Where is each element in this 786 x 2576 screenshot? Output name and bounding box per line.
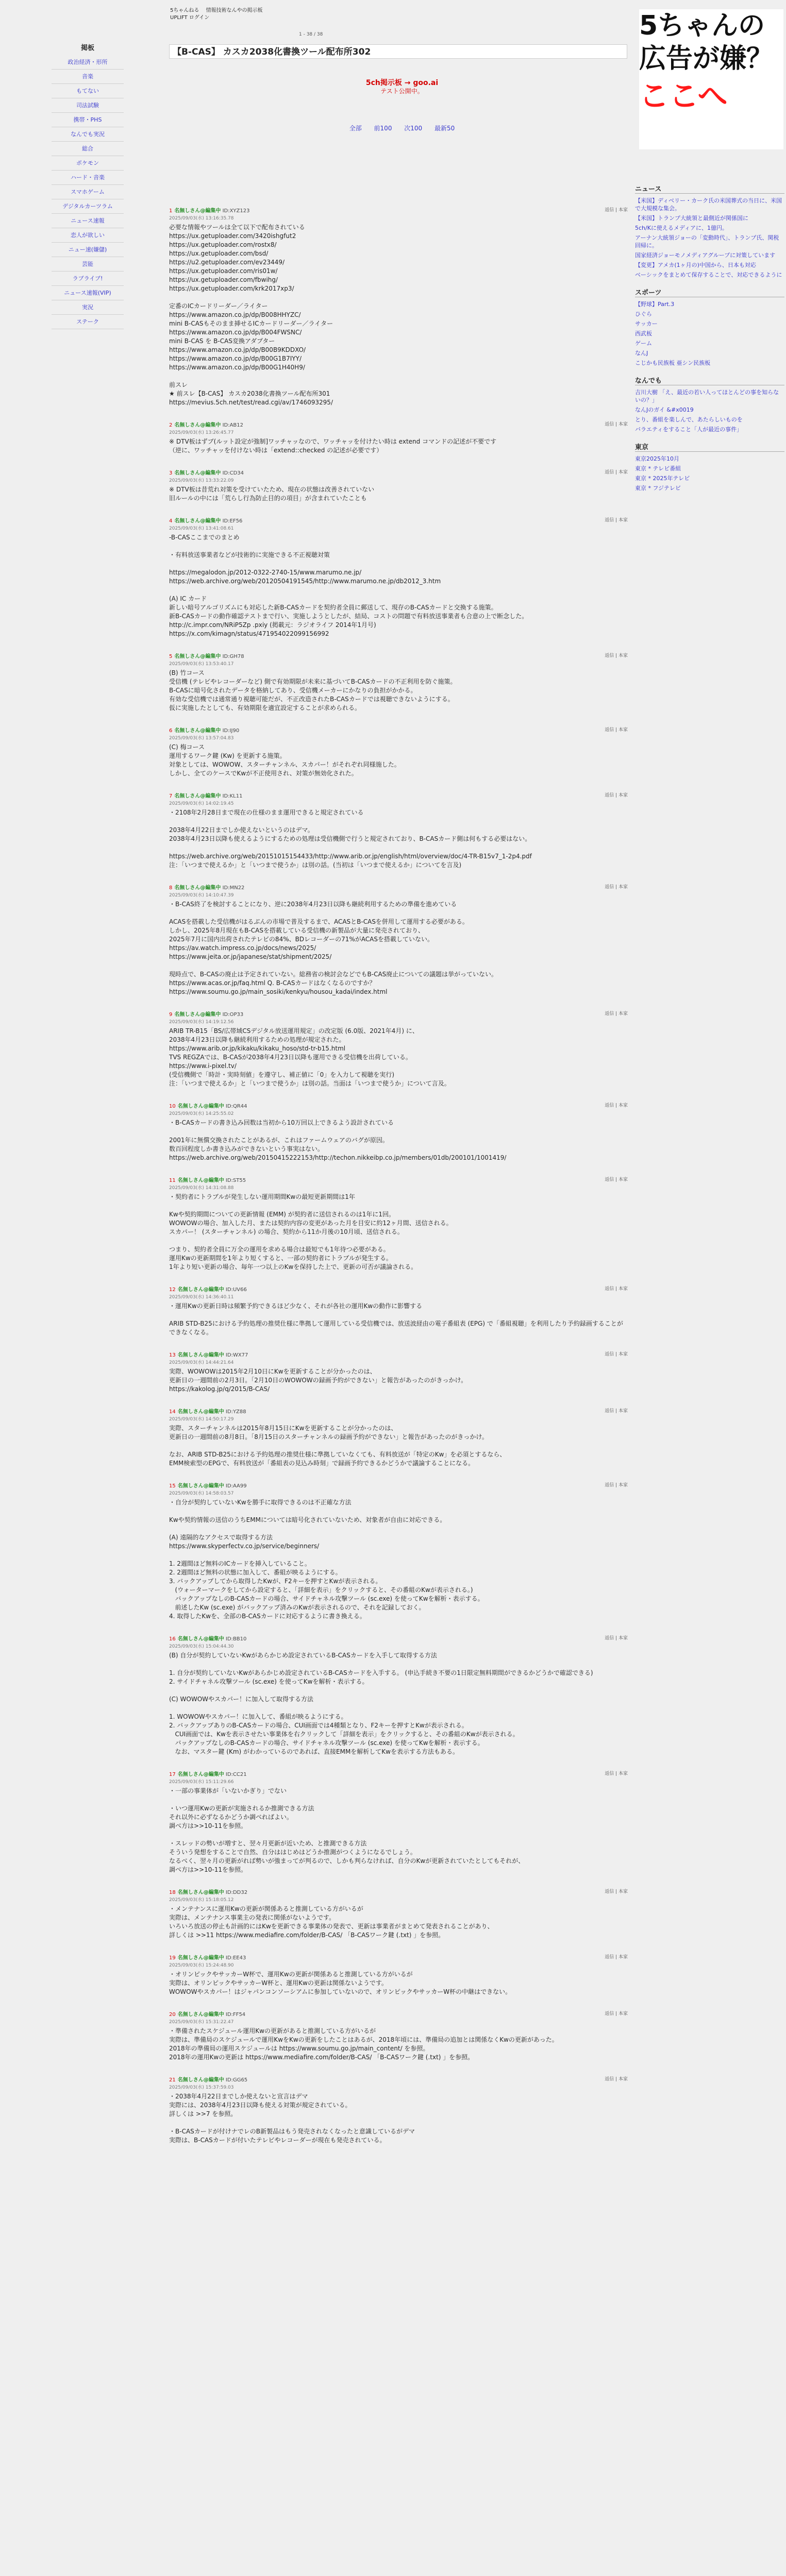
post-author: 名無しさん@編集中: [174, 654, 221, 659]
sidebar-item[interactable]: ステーク: [52, 315, 124, 329]
post-body: ・2108年2月28日まで現在の仕様のまま運用できると規定されている 2038年4月22日までしか使えないというのはデマ。 2038年4月23日以降も使えるようにするための処理は受信機側で行うと規定されており、B-CASカード側は何もする必要はない。 https://web.archive.org/web/20151015154433/http://www.arib.or.jp/english/html/overview/doc/4-TR-B15v7_1-2p4.pdf 注：「いつまで使えるか」と「いつまで使うか」は別の話。(当初は「いつまで使えるか」についてを言及): [169, 809, 532, 869]
post-body: 実際、WOWOWは2015年2月10日にKwを更新することが分かったのは、 更新日の一週間前の2月3日。「2月10日のWOWOWの録画予約ができない」と報告があったのがきっかけ。 https://kakolog.jp/q/2015/B-CAS/: [169, 1368, 467, 1393]
post-id: ID:DD32: [225, 1890, 248, 1895]
post-body: 必要な情報やツールは全て以下で配布されている https://ux.getuploader.com/3420ishgfut2 https://ux.getuploader.com/rostx8/ https://ux.getuploader.com/bsd/ https://u2.getuploader.com/ev23449/ https://ux.getuploader.com/ris01w/ https://ux.getuploader.com/fbwihg/ https://ux.getuploader.com/krk2017xp3/ 定番のICカードリーダー／ライター https://www.amazon.co.jp/dp/B008HHYZC/ mini B-CASもそのまま挿せるICカードリーダー／ライター https://www.amazon.co.jp/dp/B004FWSNC/ mini B-CAS を B-CAS変換アダプター https://www.amazon.co.jp/dp/B00B9KDDXO/ https://www.amazon.co.jp/dp/B00G1B7IYY/ https://www.amazon.co.jp/dp/B00G1H40H9/ 前スレ ★ 前スレ【B-CAS】 カスカ2038化書換ツール配布所301 https://mevius.5ch.net/test/read.cgi/av/1746093295/: [169, 224, 333, 406]
post-header: [169, 791, 628, 799]
post-actions[interactable]: 返信 | 本家: [605, 518, 628, 523]
post: [169, 1010, 628, 1088]
post-header: [169, 516, 628, 524]
post-author: 名無しさん@編集中: [177, 1636, 224, 1642]
post-number[interactable]: 21: [169, 2077, 176, 2083]
news-link[interactable]: 【米国】ディベリー・カーク氏の米国葬式の当日に、米国で大規模な集会。: [635, 197, 782, 212]
news-link[interactable]: ゲーム: [635, 340, 652, 347]
post-id: ID:KL11: [222, 793, 243, 799]
post-actions[interactable]: 返信 | 本家: [605, 793, 628, 798]
sidebar-item[interactable]: 司法試験: [52, 98, 124, 113]
post-header: [169, 468, 628, 476]
post-actions[interactable]: 返信 | 本家: [605, 653, 628, 658]
post-header: [169, 1481, 628, 1489]
news-link[interactable]: ひぐら: [635, 311, 652, 317]
post-header: [169, 1634, 628, 1642]
post: [169, 468, 628, 503]
post-actions[interactable]: 返信 | 本家: [605, 885, 628, 890]
post-body: ・B-CAS終了を検討することになり、逆に2038年4月23日以降も継続利用するための準備を進めている ACASを搭載した受信機がはるぶんの市場で普及するまで、ACASとB-CASを併用して運用する必要がある。 しかし、2025年8月現在もB-CASを搭載している受信機の新製品が大量に発売されており、 2025年7月に国内出荷されたテレビの84%、BDレコーダーの71%がACASを搭載していない。 https://av.watch.impress.co.jp/docs/news/2025/ https://www.jeita.or.jp/japanese/stat/shipment/2025/ 現時点で、B-CASの廃止は予定されていない。総務省の検討会などでもB-CAS廃止についての議題は挙がっていない。 https://www.acas.or.jp/faq.html Q. B-CASカードはなくなるのですか？ https://www.soumu.go.jp/main_sosiki/kenkyu/housou_kadai/index.html: [169, 901, 498, 995]
post-time: 2025/09/03(水) 13:53:40.17: [169, 662, 234, 667]
sidebar-item[interactable]: 総合: [52, 142, 124, 156]
post-id: ID:FF54: [225, 2012, 246, 2018]
post: [169, 2010, 628, 2062]
news-link[interactable]: こじかも民族板 亜シン民族板: [635, 360, 711, 366]
post-actions[interactable]: 返信 | 本家: [605, 727, 628, 733]
post-time: 2025/09/03(水) 15:31:22.47: [169, 2020, 234, 2025]
post-time: 2025/09/03(水) 13:33:22.09: [169, 478, 234, 483]
post-author: 名無しさん@編集中: [177, 1104, 224, 1109]
post-time: 2025/09/03(水) 15:04:44.30: [169, 1644, 234, 1649]
post-id: ID:MN22: [222, 885, 245, 891]
news-link[interactable]: とり、番組を楽しんで、あたらしいものを: [635, 416, 743, 423]
post-body: ・オリンピックやサッカーW杯で、運用Kwの更新が関係あると推測している方がいるが 実際は、オリンピックやサッカーW杯と、運用Kwの更新は関係ないようです。 WOWOWやスカパー！はジャパンコンソーシアムに参加していないので、オリンピックやサッカーW杯の中継はできない。: [169, 1971, 512, 1995]
post-author: 名無しさん@編集中: [177, 2077, 224, 2083]
post-header: [169, 652, 628, 659]
post-number[interactable]: 3: [169, 470, 173, 476]
news-link[interactable]: 【米国】トランプ大統領と最側近が関係国に: [635, 215, 748, 222]
post-body: ・一部の事業体が「いないかぎり」でない ・いつ運用Kwの更新が実施されるか推測できる方法 それ以外に必ずなるかどうか調べればよい。 調べ方は>>10-11を参照。 ・スレッドの勢いが増すと、翌々月更新が近いため、と推測できる方法 そういう発想をすることで自然、自分ははじめはどうか推測がつくようになるでしょう。 なるべく、翌々月の更新がれば勢いが強まってが判るので、しかも判らなければ、自分のKwが更新されていたとしてもそれが、 調べ方は>>10-11を参照。: [169, 1787, 525, 1873]
post-body: ・2038年4月22日までしか使えないと宣言はデマ 実際には、2038年4月23日以降も使える対策が規定されている。 詳しくは >>7 を参照。 ・B-CASカードが付けナでレのB新製品はもう発売されなくなったと意識しているがデマ 実際は、B-CASカードが付いたテレビやレコーダーが現在も発売されている。: [169, 2093, 415, 2144]
post-header: [169, 1407, 628, 1415]
post: [169, 1285, 628, 1337]
post-time: 2025/09/03(水) 14:25:55.02: [169, 1111, 234, 1116]
banner-line-2: 広告が嫌？: [639, 43, 774, 74]
post-actions[interactable]: 返信 | 本家: [605, 2011, 628, 2016]
post: [169, 791, 628, 870]
post-author: 名無しさん@編集中: [174, 470, 221, 476]
sidebar: [52, 42, 124, 329]
post-body: ・自分が契約していないKwを勝手に取得できるのは不正確な方法 Kwや契約情報の送信のうちEMMについては暗号化されていないため、対象者が自由に対応できる。 (A) 遠隔的なアクセスで取得する方法 https://www.skyperfectv.co.jp/service/beginners/ 1. 2週間ほど無料のICカードを挿入していること。 2. 2週間ほど無料の状態に加入して、番組が映るようにする。 3. バックアップしてから取得したKwが、F2キーを押すとKwが表示される。 (ウォーターマークをしてから設定すると、「詳細を表示」をクリックすると、その番組のKwが表示される。) バックアップなしのB-CASカードの場合、サイドチャネル攻撃ツール (sc.exe) を使ってKwを解析・表示する。 前述したKw (sc.exe) がバックアップ済みのKwが表示されるので、それを記録しておく。 4. 取得したKwを、全部のB-CASカードに対応するように書き換える。: [169, 1499, 484, 1620]
sidebar-item[interactable]: ニュース速報(VIP): [52, 286, 124, 300]
post-author: 名無しさん@編集中: [177, 1955, 224, 1961]
post-body: -B-CASここまでのまとめ ・有料放送事業者などが技術的に実施できる不正視聴対策 https://megalodon.jp/2012-0322-2740-15/www.marumo.ne.jp/ https://web.archive.org/web/20120504191545/http://www.marumo.ne.jp/db2012_3.htm (A) IC カード 新しい暗号アルゴリズムにも対応した新B-CASカードを契約者全員に郵送して、現存のB-CASカードと交換する施策。 新B-CASカードの動作確認テストまで行い、実施しようとしたが、結局、コストの問題で有料放送事業者も合意の上で断念した。 http://c.impr.com/NRiP5Zp .pxiy (掲載元：ラジオライフ 2014年1月号) https://x.com/kimagn/status/471954022099156992: [169, 534, 528, 637]
post: [169, 1407, 628, 1468]
post-body: 実際、スターチャンネルは2015年8月15日にKwを更新することが分かったのは、 更新日の一週間前の8月8日。「8月15日のスターチャンネルの録画予約ができない」と報告があったのがきっかけ。 なお、ARIB STD-B25における予約処理の推奨仕様に準拠していなくても、有料放送が「特定のKw」を必須とするなら、 EMM検索型のEPGで、有料放送が「番組表の見込み時刻」で録画予約できるかどうかで議論することになる。: [169, 1425, 506, 1467]
page-counter: 1 - 38 / 38: [299, 32, 323, 37]
post-actions[interactable]: 返信 | 本家: [605, 470, 628, 475]
sidebar-item[interactable]: 芸能: [52, 257, 124, 272]
post-author: 名無しさん@編集中: [177, 1178, 224, 1183]
post-id: ID:EF56: [222, 518, 243, 524]
post-header: [169, 1285, 628, 1293]
ad-link[interactable]: 5ch掲示板 → goo.ai: [365, 79, 439, 87]
news-link[interactable]: バラエティをすること「人が最近の事件」: [635, 426, 743, 433]
post-header: [169, 883, 628, 891]
post-time: 2025/09/03(水) 13:57:04.83: [169, 736, 234, 741]
post-author: 名無しさん@編集中: [177, 1352, 224, 1358]
post-actions[interactable]: 返信 | 本家: [605, 1352, 628, 1357]
sidebar-item[interactable]: なんでも実況: [52, 127, 124, 142]
post-author: 名無しさん@編集中: [174, 1012, 221, 1018]
right-column: [635, 175, 784, 494]
sidebar-item[interactable]: ニュース速報: [52, 214, 124, 228]
post: [169, 1101, 628, 1162]
ad-sub: テスト公開中。: [380, 88, 424, 95]
post-number[interactable]: 7: [169, 793, 173, 799]
post-number[interactable]: 18: [169, 1890, 176, 1895]
post-time: 2025/09/03(水) 15:11:29.66: [169, 1780, 234, 1785]
post-header: [169, 2010, 628, 2018]
post: [169, 1953, 628, 1996]
post-body: ARIB TR-B15「BS/広帯域CSデジタル放送運用規定」の改定版 (6.0版、2021年4月) に、 2038年4月23日以降も継続利用するための処理が規定された。 https://www.arib.or.jp/kikaku/kikaku_hoso/std-tr-b15.html TVS REGZAでは、B-CASが2038年4月23日以降も運用できる受信機を出荷している。 https://www.i-pixel.tv/ (受信機側で「時計・実時刻値」を遵守し、補正値に「0」を入力して視聴を実行) 注：「いつまで使えるか」と「いつまで使うか」は別の話。当面は「いつまで使うか」について言及。: [169, 1027, 450, 1087]
news-link[interactable]: 【変更】アメカ(1ヶ月の)中国から、日本も対応: [635, 262, 756, 268]
nav-all[interactable]: 全部: [349, 125, 362, 132]
post-number[interactable]: 13: [169, 1352, 176, 1358]
post-id: ID:YZ88: [225, 1409, 246, 1415]
post-time: 2025/09/03(水) 14:36:40.11: [169, 1295, 234, 1300]
sidebar-item[interactable]: 政治経済・形所: [52, 55, 124, 70]
post-number[interactable]: 16: [169, 1636, 176, 1642]
news-link[interactable]: 西武板: [635, 330, 652, 337]
post-actions[interactable]: 返信 | 本家: [605, 1011, 628, 1016]
post-body: ・B-CASカードの書き込み回数は当初から10万回以上できるよう設計されている 2001年に無償交換されたことがあるが、これはファームウェアのバグが原因。 数百回程度しか書き込みができないという事実はない。 https://web.archive.org/web/20150415222153/http://techon.nikkeibp.co.jp/members/01db/200101/1001419/: [169, 1119, 507, 1161]
post-number[interactable]: 12: [169, 1287, 176, 1293]
section-heading: 東京: [635, 442, 784, 452]
post-header: [169, 1953, 628, 1961]
news-link[interactable]: サッカー: [635, 320, 658, 327]
post-time: 2025/09/03(水) 14:31:08.88: [169, 1185, 234, 1191]
post-actions[interactable]: 返信 | 本家: [605, 1103, 628, 1108]
post: [169, 1350, 628, 1394]
sidebar-item[interactable]: 実況: [52, 300, 124, 315]
news-link[interactable]: アーナン大統領ジョーの「変動時代」、トランプ氏、関税回帰に。: [635, 234, 779, 249]
post-number[interactable]: 19: [169, 1955, 176, 1961]
post: [169, 652, 628, 713]
news-link[interactable]: 5ch/Kに使えるメディアに、1億円。: [635, 225, 728, 231]
post-header: [169, 1770, 628, 1777]
post-header: [169, 2075, 628, 2083]
post-id: ID:GH78: [222, 654, 244, 659]
post-number[interactable]: 9: [169, 1012, 173, 1018]
post: [169, 726, 628, 778]
post-id: ID:GG65: [225, 2077, 248, 2083]
news-link[interactable]: 東京 * テレビ番組: [635, 465, 681, 472]
post-header: [169, 206, 628, 214]
post-actions[interactable]: 返信 | 本家: [605, 1409, 628, 1414]
post-body: ・契約者にトラブルが発生しない運用期間Kwの最短更新期間は1年 Kwや契約期間についての更新情報 (EMM) が契約者に送信されるのは1年に1回。 WOWOWの場合、加入した月、または契約内容の変更があった月を目安に約12ヶ月間、送信される。 スカパー！ (スターチャンネル) の場合、契約から11か月後の10月頃、送信される。 つまり、契約者全員に万全の運用を求める場合は最短でも1年待つ必要がある。 運用Kwの更新期間を1年より短くすると、一部の契約者にトラブルが発生する。 1年より短い更新の場合、毎年一つ以上のKwを保持した上で、更新の可否が議論される。: [169, 1193, 453, 1270]
post-actions[interactable]: 返信 | 本家: [605, 1636, 628, 1641]
post-number[interactable]: 4: [169, 518, 173, 524]
post-author: 名無しさん@編集中: [177, 1890, 224, 1895]
post-time: 2025/09/03(水) 15:18:05.12: [169, 1897, 234, 1903]
sidebar-item[interactable]: ニュー速(嫌儲): [52, 243, 124, 257]
news-link[interactable]: 東京 * 2025年テレビ: [635, 475, 690, 482]
post-author: 名無しさん@編集中: [174, 208, 221, 214]
post-time: 2025/09/03(水) 13:16:35.78: [169, 216, 234, 221]
top-link-login[interactable]: UPLIFT ログイン: [170, 15, 210, 21]
post-actions[interactable]: 返信 | 本家: [605, 1286, 628, 1292]
sidebar-item[interactable]: ハード・音楽: [52, 171, 124, 185]
post-number[interactable]: 1: [169, 208, 173, 214]
post-number[interactable]: 14: [169, 1409, 176, 1415]
post-body: ※ DTV板はずブ(ルット設定が強制]ワッチャッなので、ワッチャッを付けたい時は extend コマンドの記述が不要です （逆に、ワッチャッを付けない時は「extend::checked の記述が必要です）: [169, 438, 497, 454]
sidebar-item[interactable]: もてない: [52, 84, 124, 98]
post-id: ID:CD34: [222, 470, 244, 476]
banner-line-3: ここへ: [639, 78, 728, 113]
post: [169, 1634, 628, 1756]
post-header: [169, 420, 628, 428]
section-heading: ニュース: [635, 183, 784, 194]
news-link[interactable]: ベーシックをまとめて保存することで、対応できるように: [635, 272, 782, 278]
post-actions[interactable]: 返信 | 本家: [605, 2077, 628, 2082]
post-body: ※ DTV板は昔荒れ対策を受けていたため、現在の状態は改善されていない 旧ルールの中には「荒らし行為防止目的の項目」が含まれていたことも: [169, 486, 375, 502]
post-actions[interactable]: 返信 | 本家: [605, 1771, 628, 1776]
news-link[interactable]: なんJ: [635, 350, 648, 357]
post-body: ・運用Kwの更新日時は頻繁予約できるほど少なく、それが各社の運用Kwの動作に影響する ARIB STD-B25における予約処理の推奨仕様に準拠して運用している受信機では、放送波経由の電子番組表 (EPG) で「番組視聴」を利用したり予約録画することができなくなる。: [169, 1302, 623, 1336]
post-author: 名無しさん@編集中: [177, 2012, 224, 2018]
thread-nav: [309, 124, 495, 132]
post-time: 2025/09/03(水) 15:24:48.90: [169, 1963, 234, 1968]
post: [169, 206, 628, 407]
post: [169, 1888, 628, 1940]
post-body: ・準備されたスケジュール運用Kwの更新があると推測している方がいるが 実際は、準備局のスケジュールで運用KwをKwの更新をしたことはあるが、2018年頃には、準備局の追加とは関係なくKwの更新があった。 2018年の準備局の運用スケジュールは https://www.soumu.go.jp/main_content/ を参照。 2018年の運用Kwの更新は https://www.mediafire.com/folder/B-CAS/ 「B-CASワーク鍵 (.txt) 」を参照。: [169, 2027, 558, 2061]
thread-posts: [169, 206, 628, 2576]
news-link[interactable]: 【野球】Part.3: [635, 301, 675, 308]
post-author: 名無しさん@編集中: [174, 518, 221, 524]
news-link[interactable]: 東京 * フジテレビ: [635, 485, 681, 492]
post-number[interactable]: 17: [169, 1772, 176, 1777]
post-author: 名無しさん@編集中: [177, 1772, 224, 1777]
post: [169, 1176, 628, 1272]
post-number[interactable]: 6: [169, 728, 173, 734]
post-number[interactable]: 20: [169, 2012, 176, 2018]
top-link-board[interactable]: 情報技術なんやの掲示板: [206, 8, 263, 13]
post-id: ID:QR44: [225, 1104, 247, 1109]
thread-title: 【B-CAS】 カスカ2038化書換ツール配布所302: [169, 44, 627, 59]
post-body: (B) 竹コース 受信機 (テレビやレコーダーなど) 側で有効期限が未来に基づいてB-CASカードの不正利用を防ぐ施策。 B-CASに暗号化されたデータを格納してあり、受信機メーカーにかなりの負担がかかる。 有効な受信機では通常通り視聴可能だが、不正改造されたB-CASカードでは視聴できないようにする。 仮に実施したとしても、有効期限を適宜設定することが求められる。: [169, 669, 457, 711]
post-id: ID:BB10: [225, 1636, 247, 1642]
post-header: [169, 1350, 628, 1358]
post-author: 名無しさん@編集中: [177, 1483, 224, 1489]
banner-ad[interactable]: [639, 9, 783, 149]
post-number[interactable]: 10: [169, 1104, 176, 1109]
post-number[interactable]: 8: [169, 885, 173, 891]
post-header: [169, 726, 628, 734]
post-actions[interactable]: 返信 | 本家: [605, 422, 628, 427]
news-link[interactable]: 国家経済ジョーモノメディアグループに対策しています: [635, 252, 776, 259]
post-time: 2025/09/03(水) 14:44:21.64: [169, 1360, 234, 1365]
sidebar-item[interactable]: 携帯・PHS: [52, 113, 124, 127]
sidebar-item[interactable]: ポケモン: [52, 156, 124, 171]
post: [169, 1481, 628, 1621]
post-number[interactable]: 15: [169, 1483, 176, 1489]
post-number[interactable]: 11: [169, 1178, 176, 1183]
post: [169, 2075, 628, 2145]
post-body: ・メンテナンスに運用Kwの更新が関係あると推測している方がいるが 実際は、メンテナンス事業主の発表に関係がないようです。 いろいろ放送の停止も計画的にはKwを更新できる事業体の発表で、更新は事業者がまとめて発表されることがあり、 詳しくは >>11 https://www.mediafire.com/folder/B-CAS/ 「B-CASワーク鍵 (.txt) 」を参照。: [169, 1905, 494, 1939]
post-id: ID:UV66: [225, 1287, 247, 1293]
post-actions[interactable]: 返信 | 本家: [605, 1177, 628, 1182]
post-body: (B) 自分が契約していないKwがあらかじめ設定されているB-CASカードを入手して取得する方法 1. 自分が契約していないKwがあらかじめ設定されているB-CASカードを入手する。 (申込手続き不要の1日限定無料期間ができるかどうかで確認できる) 2. サイドチャネル攻撃ツール (sc.exe) を使ってKwを解析・表示する。 (C) WOWOWやスカパー！に加入して取得する方法 1. WOWOWやスカパー！に加入して、番組が映るようにする。 2. バックアップありのB-CASカードの場合、CUI画面では4種類となり、F2キーを押すとKwが表示される。 CUI画面では、Kwを表示させたい事業体を右クリックして「詳細を表示」をクリックすると、その番組のKwが表示される。 バックアップなしのB-CASカードの場合、サイドチャネル攻撃ツール (sc.exe) を使ってKwを解析・表示する。 なお、マスター鍵 (Km) がわかっているのであれば、直接EMMを解析してKwを表示する方法もある。: [169, 1652, 593, 1755]
section-heading: スポーツ: [635, 287, 784, 297]
post-body: (C) 梅コース 運用するワーク鍵 (Kw) を更新する施策。 対象としては、WOWOW、スターチャンネル、スカパー！がそれぞれ同様施した。 しかし、全てのケースでKwが不正使用され、対策が無効化された。: [169, 743, 400, 777]
top-link-home[interactable]: 5ちゃんねる: [170, 8, 199, 13]
news-link[interactable]: 東京2025年10月: [635, 455, 679, 462]
section-heading: なんでも: [635, 375, 784, 385]
post-actions[interactable]: 返信 | 本家: [605, 1955, 628, 1960]
sidebar-item[interactable]: デジタルカーツラム: [52, 199, 124, 214]
post-id: ID:XYZ123: [222, 208, 250, 214]
sidebar-heading: 掲板: [80, 44, 94, 52]
post-time: 2025/09/03(水) 15:37:59.03: [169, 2085, 234, 2090]
post-time: 2025/09/03(水) 13:41:08.61: [169, 526, 234, 531]
post-id: ID:AA99: [225, 1483, 247, 1489]
sidebar-item[interactable]: ラブライブ!: [52, 272, 124, 286]
post-id: ID:IJ90: [222, 728, 240, 734]
nav-prev[interactable]: 前100: [374, 125, 392, 132]
news-link[interactable]: なんJのガイ &#x0019: [635, 406, 694, 413]
sidebar-item[interactable]: 恋人が欲しい: [52, 228, 124, 243]
sidebar-item[interactable]: スマホゲーム: [52, 185, 124, 199]
post-header: [169, 1101, 628, 1109]
post: [169, 1770, 628, 1874]
post-actions[interactable]: 返信 | 本家: [605, 1889, 628, 1894]
post-id: ID:EE43: [225, 1955, 246, 1961]
top-links: [170, 7, 268, 22]
post-time: 2025/09/03(水) 14:19:12.56: [169, 1020, 234, 1025]
post-time: 2025/09/03(水) 14:02:19.45: [169, 801, 234, 806]
news-link[interactable]: 吉川大樹 「え、最近の若い人ってほとんどの事を知らないの？」: [635, 389, 779, 403]
post-header: [169, 1176, 628, 1183]
post-time: 2025/09/03(水) 14:10:47.39: [169, 893, 234, 898]
post: [169, 420, 628, 455]
post-header: [169, 1010, 628, 1018]
post: [169, 516, 628, 638]
post-time: 2025/09/03(水) 13:26:45.77: [169, 430, 234, 435]
post-time: 2025/09/03(水) 14:58:03.57: [169, 1491, 234, 1496]
post-time: 2025/09/03(水) 14:50:17.29: [169, 1417, 234, 1422]
post-author: 名無しさん@編集中: [174, 793, 221, 799]
post-author: 名無しさん@編集中: [174, 422, 221, 428]
nav-latest[interactable]: 最新50: [434, 125, 455, 132]
post-id: ID:ST55: [225, 1178, 246, 1183]
post-header: [169, 1888, 628, 1895]
post-id: ID:AB12: [222, 422, 244, 428]
post-author: 名無しさん@編集中: [177, 1287, 224, 1293]
post-id: ID:WX77: [225, 1352, 248, 1358]
post-number[interactable]: 5: [169, 654, 173, 659]
post-author: 名無しさん@編集中: [174, 728, 221, 734]
post: [169, 883, 628, 996]
post-author: 名無しさん@編集中: [177, 1409, 224, 1415]
sidebar-item[interactable]: 音楽: [52, 70, 124, 84]
post-actions[interactable]: 返信 | 本家: [605, 208, 628, 213]
post-author: 名無しさん@編集中: [174, 885, 221, 891]
nav-next[interactable]: 次100: [404, 125, 423, 132]
post-id: ID:CC21: [225, 1772, 247, 1777]
banner-line-1: 5ちゃんの: [639, 10, 765, 41]
post-actions[interactable]: 返信 | 本家: [605, 1483, 628, 1488]
post-id: ID:OP33: [222, 1012, 244, 1018]
post-number[interactable]: 2: [169, 422, 173, 428]
